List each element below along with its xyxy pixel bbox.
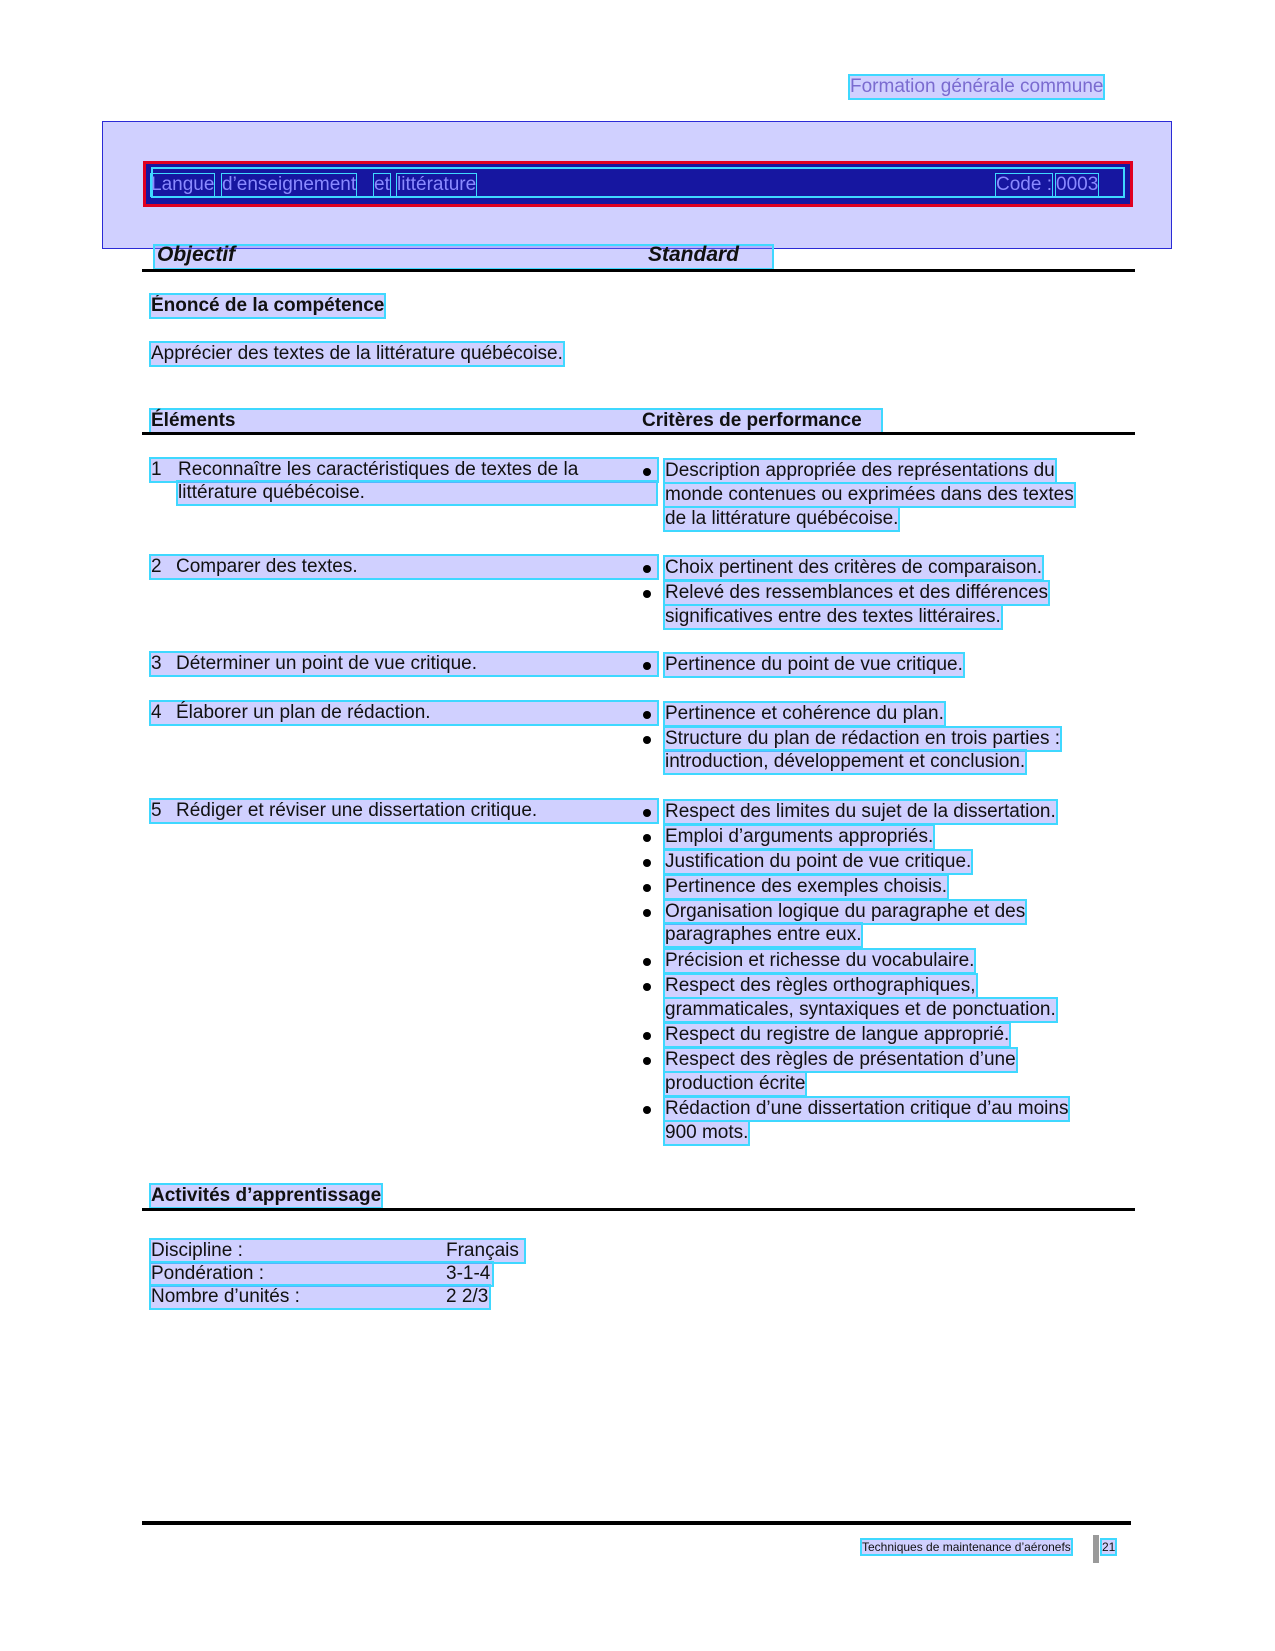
- activity-value: 3-1-4: [446, 1263, 491, 1284]
- element-text: Reconnaître les caractéristiques de textes de la: [178, 459, 579, 480]
- divider: [142, 269, 1135, 272]
- criterion-text: paragraphes entre eux.: [665, 924, 862, 945]
- element-text: Élaborer un plan de rédaction.: [176, 702, 431, 723]
- footer-program: Techniques de maintenance d’aéronefs: [862, 1540, 1071, 1554]
- element-text: Comparer des textes.: [176, 556, 358, 577]
- criterion-text: Rédaction d’une dissertation critique d’au moins: [665, 1098, 1069, 1119]
- criterion-text: Relevé des ressemblances et des différences: [665, 582, 1049, 603]
- criterion-text: de la littérature québécoise.: [665, 508, 899, 529]
- running-header: Formation générale commune: [850, 76, 1104, 97]
- criterion-text: Respect des règles orthographiques,: [665, 975, 976, 996]
- objectif-heading: Objectif: [157, 243, 236, 266]
- code-value: 0003: [1056, 174, 1099, 195]
- criteria-heading: Critères de performance: [642, 410, 862, 431]
- criterion-text: Précision et richesse du vocabulaire.: [665, 950, 975, 971]
- bullet-icon: [643, 983, 651, 991]
- criterion-text: introduction, développement et conclusion.: [665, 751, 1026, 772]
- bullet-icon: [643, 859, 651, 867]
- bullet-icon: [643, 468, 651, 476]
- criterion-text: Organisation logique du paragraphe et des: [665, 901, 1026, 922]
- bullet-icon: [643, 565, 651, 573]
- criterion-text: Respect des règles de présentation d’une: [665, 1049, 1016, 1070]
- criterion-text: Emploi d’arguments appropriés.: [665, 826, 934, 847]
- bullet-icon: [643, 884, 651, 892]
- competence-heading: Énoncé de la compétence: [151, 295, 385, 316]
- bullet-icon: [643, 834, 651, 842]
- element-text: littérature québécoise.: [178, 482, 656, 504]
- activity-label: Discipline :: [151, 1240, 243, 1261]
- bullet-icon: [643, 1032, 651, 1040]
- criterion-text: Pertinence du point de vue critique.: [665, 654, 963, 675]
- bullet-icon: [643, 1106, 651, 1114]
- criterion-text: Respect du registre de langue approprié.: [665, 1024, 1010, 1045]
- activity-value: Français: [446, 1240, 519, 1261]
- page-number: 21: [1102, 1540, 1116, 1554]
- activity-value: 2 2/3: [446, 1286, 489, 1307]
- bullet-icon: [643, 711, 651, 719]
- criterion-text: Pertinence des exemples choisis.: [665, 876, 947, 897]
- bullet-icon: [643, 662, 651, 670]
- competence-text: Apprécier des textes de la littérature québécoise.: [151, 343, 563, 364]
- bullet-icon: [643, 590, 651, 598]
- element-text: Déterminer un point de vue critique.: [176, 653, 477, 674]
- bullet-icon: [643, 909, 651, 917]
- criterion-text: grammaticales, syntaxiques et de ponctuation.: [665, 999, 1056, 1020]
- criterion-text: production écrite: [665, 1073, 806, 1094]
- bullet-icon: [643, 736, 651, 744]
- criterion-text: monde contenues ou exprimées dans des textes: [665, 484, 1074, 505]
- code-label: Code :: [996, 174, 1052, 195]
- criterion-text: 900 mots.: [665, 1122, 749, 1143]
- footer-rule: [142, 1521, 1131, 1525]
- criterion-text: Description appropriée des représentations du: [665, 460, 1055, 481]
- title-word: et: [374, 174, 390, 195]
- criterion-text: Pertinence et cohérence du plan.: [665, 703, 944, 724]
- element-number: 1: [151, 459, 162, 480]
- title-word: d’enseignement: [222, 174, 357, 195]
- criterion-text: Choix pertinent des critères de comparaison.: [665, 557, 1043, 578]
- element-number: 2: [151, 556, 162, 577]
- bullet-icon: [643, 809, 651, 817]
- standard-heading: Standard: [648, 243, 740, 266]
- element-number: 3: [151, 653, 162, 674]
- bullet-icon: [643, 1057, 651, 1065]
- criterion-text: significatives entre des textes littéraires.: [665, 606, 1001, 627]
- title-word: Langue: [151, 174, 215, 195]
- activity-label: Pondération :: [151, 1263, 265, 1284]
- bullet-icon: [643, 958, 651, 966]
- elements-heading: Éléments: [151, 410, 236, 431]
- footer-separator: [1093, 1535, 1099, 1563]
- element-text: Rédiger et réviser une dissertation critique.: [176, 800, 538, 821]
- activity-label: Nombre d’unités :: [151, 1286, 300, 1307]
- activities-heading: Activités d’apprentissage: [151, 1185, 382, 1206]
- title-word: littérature: [397, 174, 477, 195]
- criterion-text: Structure du plan de rédaction en trois parties :: [665, 728, 1061, 749]
- criterion-text: Justification du point de vue critique.: [665, 851, 972, 872]
- criterion-text: Respect des limites du sujet de la dissertation.: [665, 801, 1056, 822]
- divider: [142, 1208, 1135, 1211]
- divider: [142, 432, 1135, 435]
- element-number: 4: [151, 702, 162, 723]
- element-number: 5: [151, 800, 162, 821]
